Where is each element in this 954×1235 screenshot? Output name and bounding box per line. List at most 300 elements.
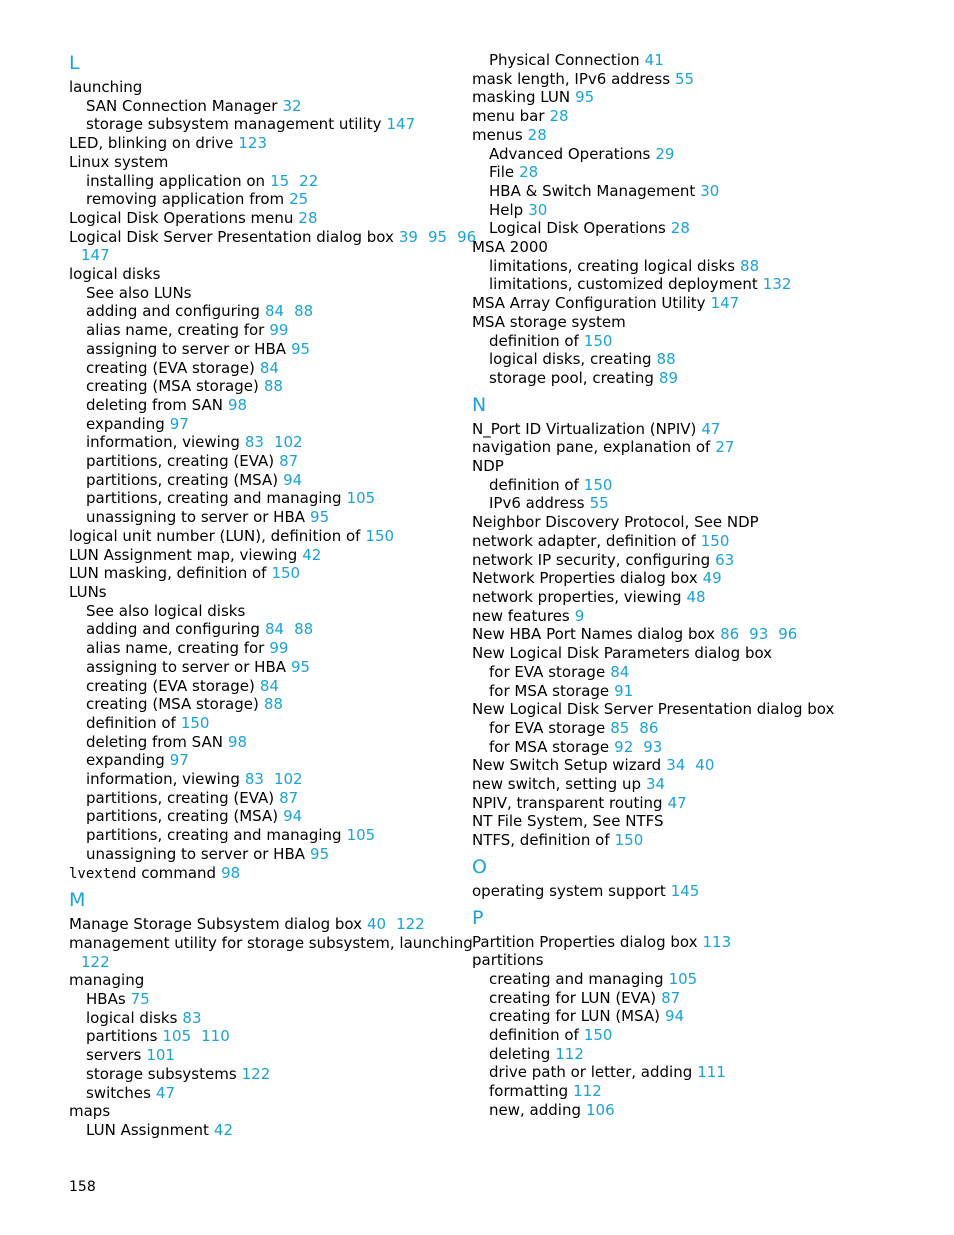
index-subentry-alias-name-creating-for xyxy=(69,321,449,340)
index-entry-lvextend xyxy=(69,864,449,884)
page-link[interactable]: 28 xyxy=(298,208,318,227)
page-link[interactable]: 39 xyxy=(398,227,418,246)
page-link[interactable]: 147 xyxy=(710,294,740,313)
page-link[interactable]: 105 xyxy=(346,826,376,845)
entry-term: limitations, customized deployment xyxy=(489,275,758,294)
page-link[interactable]: 29 xyxy=(655,144,675,163)
index-subentry-deleting-from-san xyxy=(69,733,449,752)
page-link[interactable]: 111 xyxy=(697,1063,726,1082)
index-subentry-file xyxy=(472,163,872,182)
page-link[interactable]: 84 xyxy=(259,676,279,695)
page-link[interactable]: 97 xyxy=(169,751,189,770)
index-entry-nt-file-system-see-ntfs xyxy=(472,812,872,831)
index-entry-ndp xyxy=(472,457,872,476)
page-link[interactable]: 122 xyxy=(396,915,425,934)
index-subentry-deleting-from-san xyxy=(69,396,449,415)
index-entry-linux-system xyxy=(69,153,449,172)
page-link[interactable]: 9 xyxy=(574,606,585,625)
index-subentry-limitations-creating-logical-disks xyxy=(472,257,872,276)
index-subentry-storage-pool-creating xyxy=(472,369,872,388)
entry-term: installing application on xyxy=(86,171,266,190)
index-subentry-creating-for-lun-msa xyxy=(472,1007,872,1026)
page-link[interactable]: 113 xyxy=(702,932,732,951)
page-link[interactable]: 28 xyxy=(670,219,690,238)
entry-term: HBA & Switch Management xyxy=(489,181,696,200)
entry-term: creating (MSA storage) xyxy=(86,695,259,714)
entry-term: NT File System, See NTFS xyxy=(472,812,664,831)
entry-term: LUN Assignment xyxy=(86,1120,209,1139)
entry-term: formatting xyxy=(489,1082,569,1101)
section-letter-p: P xyxy=(472,906,484,929)
entry-term: for EVA storage xyxy=(489,718,606,737)
entry-term: operating system support xyxy=(472,881,666,900)
page-link[interactable]: 87 xyxy=(279,452,299,471)
entry-term: definition of xyxy=(489,475,579,494)
entry-term: for MSA storage xyxy=(489,681,610,700)
page-link[interactable]: 98 xyxy=(227,732,248,751)
page-link[interactable]: 110 xyxy=(201,1027,230,1046)
entry-term: Advanced Operations xyxy=(489,144,651,163)
page-link[interactable]: 150 xyxy=(700,531,730,550)
entry-term: unassigning to server or HBA xyxy=(86,844,306,863)
index-entry-managing xyxy=(69,971,449,990)
page-number: 158 xyxy=(69,1179,96,1195)
page-link[interactable]: 147 xyxy=(386,115,416,134)
page-link[interactable]: 98 xyxy=(221,863,241,882)
page-link[interactable]: 47 xyxy=(155,1083,176,1102)
index-subentry-for-msa-storage xyxy=(472,738,872,757)
page-link[interactable]: 88 xyxy=(263,695,283,714)
entry-term: deleting from SAN xyxy=(86,732,223,751)
entry-term: alias name, creating for xyxy=(86,639,265,658)
entry-term: Manage Storage Subsystem dialog box xyxy=(69,915,362,934)
entry-term: NPIV, transparent routing xyxy=(472,793,663,812)
index-subentry-see-also-logical-disks xyxy=(69,602,449,621)
entry-term: partitions, creating (EVA) xyxy=(86,788,275,807)
entry-term: See also LUNs xyxy=(86,283,192,302)
page-link[interactable]: 122 xyxy=(81,952,110,971)
index-entry-lun-masking-definition-of xyxy=(69,564,449,583)
entry-term: alias name, creating for xyxy=(86,321,265,340)
page-link[interactable]: 84 xyxy=(610,662,630,681)
entry-term: NDP xyxy=(472,457,504,476)
index-subentry-switches xyxy=(69,1084,449,1103)
index-subentry-see-also-luns xyxy=(69,284,449,303)
entry-term: creating for LUN (MSA) xyxy=(489,1007,661,1026)
page-link[interactable]: 30 xyxy=(528,200,548,219)
index-subentry-assigning-to-server-or-hba xyxy=(69,340,449,359)
index-subentry-for-msa-storage xyxy=(472,682,872,701)
index-subentry-creating-eva-storage xyxy=(69,359,449,378)
index-entry-menus xyxy=(472,126,872,145)
page-link[interactable]: 30 xyxy=(700,181,720,200)
page-link[interactable]: 87 xyxy=(661,988,681,1007)
page-link[interactable]: 25 xyxy=(289,190,309,209)
entry-term: menu bar xyxy=(472,107,545,126)
page-link[interactable]: 94 xyxy=(283,807,303,826)
index-subentry-definition-of xyxy=(69,714,449,733)
index-entry-npiv-transparent-routing xyxy=(472,794,872,813)
index-entry-ntfs-definition-of xyxy=(472,831,872,850)
index-subentry-hbas xyxy=(69,990,449,1009)
page-link[interactable]: 42 xyxy=(302,545,322,564)
entry-term: creating (MSA storage) xyxy=(86,377,259,396)
page-link[interactable]: 145 xyxy=(670,881,700,900)
index-entry-management-utility-for-storage-subsystem xyxy=(69,933,473,953)
page-link[interactable]: 63 xyxy=(715,550,735,569)
page-link[interactable]: 97 xyxy=(169,414,189,433)
entry-term: definition of xyxy=(86,713,176,732)
index-subentry-creating-eva-storage xyxy=(69,677,449,696)
page-link[interactable]: 84 xyxy=(259,358,279,377)
page-link[interactable]: 84 xyxy=(264,302,285,321)
page-link[interactable]: 98 xyxy=(227,395,248,414)
page-link[interactable]: 28 xyxy=(527,125,547,144)
index-subentry-advanced-operations xyxy=(472,145,872,164)
entry-term: LUN Assignment map, viewing xyxy=(69,545,298,564)
page-link[interactable]: 75 xyxy=(130,990,150,1009)
entry-term: MSA storage system xyxy=(472,312,626,331)
entry-term: definition of xyxy=(489,1026,579,1045)
entry-term: management utility for storage subsystem, launching xyxy=(69,933,473,952)
entry-term: new features xyxy=(472,606,570,625)
page-link[interactable]: 150 xyxy=(180,713,210,732)
entry-term: for MSA storage xyxy=(489,737,610,756)
page-link[interactable]: 88 xyxy=(294,620,314,639)
entry-term: lvextend xyxy=(69,865,137,882)
index-entry-led-blinking-on-drive xyxy=(69,134,449,153)
page-link[interactable]: 42 xyxy=(213,1120,233,1139)
index-subentry-help xyxy=(472,201,872,220)
index-entry-launching xyxy=(69,78,449,97)
index-subentry-creating-and-managing xyxy=(472,970,872,989)
page-link[interactable]: 147 xyxy=(81,246,110,265)
index-column-right xyxy=(472,51,872,1120)
entry-term: assigning to server or HBA xyxy=(86,657,287,676)
entry-term: information, viewing xyxy=(86,433,240,452)
index-entry-partition-properties-dialog-box xyxy=(472,933,872,952)
page-link[interactable]: 89 xyxy=(658,368,679,387)
page-link[interactable]: 150 xyxy=(614,831,644,850)
entry-term: logical disks xyxy=(69,265,161,284)
index-subentry-partitions-creating-eva xyxy=(69,452,449,471)
entry-term: storage subsystem management utility xyxy=(86,115,382,134)
entry-term: mask length, IPv6 address xyxy=(472,69,671,88)
index-entry-new-hba-port-names-dialog-box xyxy=(472,625,872,644)
index-entry-logical-unit-number-lun-definition-of xyxy=(69,527,449,546)
index-subentry-storage-subsystems xyxy=(69,1065,449,1084)
index-subentry-unassigning-to-server-or-hba xyxy=(69,508,449,527)
entry-term: LUNs xyxy=(69,582,107,601)
entry-term: partitions xyxy=(86,1027,158,1046)
index-entry-operating-system-support xyxy=(472,882,872,901)
entry-term: creating for LUN (EVA) xyxy=(489,988,657,1007)
page-link[interactable]: 88 xyxy=(656,350,676,369)
page-link[interactable]: 48 xyxy=(686,587,706,606)
page-link[interactable]: 28 xyxy=(519,163,539,182)
entry-term: Partition Properties dialog box xyxy=(472,932,698,951)
entry-term: assigning to server or HBA xyxy=(86,339,287,358)
index-entry-n-port-id-virtualization-npiv xyxy=(472,420,872,439)
page-link[interactable]: 95 xyxy=(310,508,330,527)
index-subentry-information-viewing xyxy=(69,770,449,789)
page-link[interactable]: 93 xyxy=(749,625,769,644)
index-entry-neighbor-discovery-protocol-see-ndp xyxy=(472,513,872,532)
index-entry-navigation-pane-explanation-of xyxy=(472,438,872,457)
page-link[interactable]: 40 xyxy=(366,915,387,934)
page-link[interactable]: 91 xyxy=(614,681,634,700)
page-link[interactable]: 34 xyxy=(646,775,666,794)
index-subentry-logical-disks xyxy=(69,1009,449,1028)
index-subentry-for-eva-storage xyxy=(472,719,872,738)
page-link[interactable]: 94 xyxy=(665,1007,685,1026)
index-subentry-creating-msa-storage xyxy=(69,377,449,396)
entry-term: network properties, viewing xyxy=(472,587,682,606)
page-link[interactable]: 150 xyxy=(583,475,613,494)
entry-term: navigation pane, explanation of xyxy=(472,438,711,457)
page-link[interactable]: 102 xyxy=(273,433,303,452)
entry-term: information, viewing xyxy=(86,770,240,789)
page-link[interactable]: 95 xyxy=(291,657,311,676)
entry-term: partitions, creating and managing xyxy=(86,826,342,845)
index-entry-network-properties-dialog-box xyxy=(472,569,872,588)
page-link[interactable]: 15 xyxy=(270,171,290,190)
page-link[interactable]: 93 xyxy=(643,737,663,756)
entry-term: switches xyxy=(86,1083,151,1102)
entry-term: creating (EVA storage) xyxy=(86,358,255,377)
entry-term: MSA Array Configuration Utility xyxy=(472,294,706,313)
page-link[interactable]: 34 xyxy=(666,756,686,775)
index-subentry-information-viewing xyxy=(69,433,449,452)
page-link[interactable]: 94 xyxy=(283,470,303,489)
index-subentry-partitions xyxy=(69,1027,449,1046)
page-link[interactable]: 87 xyxy=(279,788,299,807)
entry-term: deleting xyxy=(489,1044,551,1063)
page-link[interactable]: 55 xyxy=(589,494,609,513)
entry-term: Logical Disk Operations xyxy=(489,219,666,238)
index-entry-msa-2000 xyxy=(472,238,872,257)
page-link[interactable]: 132 xyxy=(762,275,792,294)
entry-term-suffix: command xyxy=(136,863,217,882)
index-subentry-storage-subsystem-management-utility xyxy=(69,115,449,134)
entry-term: expanding xyxy=(86,414,165,433)
entry-term: logical unit number (LUN), definition of xyxy=(69,526,361,545)
entry-term: definition of xyxy=(489,331,579,350)
entry-term: New HBA Port Names dialog box xyxy=(472,625,716,644)
index-subentry-partitions-creating-and-managing xyxy=(69,489,449,508)
index-subentry-limitations-customized-deployment xyxy=(472,275,872,294)
index-entry-partitions xyxy=(472,951,872,970)
page-link[interactable]: 85 xyxy=(610,718,630,737)
entry-term: NTFS, definition of xyxy=(472,831,610,850)
index-subentry-new-adding xyxy=(472,1101,872,1120)
entry-term: partitions, creating (MSA) xyxy=(86,470,279,489)
index-subentry-partitions-creating-eva xyxy=(69,789,449,808)
index-subentry-deleting xyxy=(472,1045,872,1064)
page-link[interactable]: 95 xyxy=(310,844,330,863)
entry-term: logical disks xyxy=(86,1008,178,1027)
entry-term: New Logical Disk Parameters dialog box xyxy=(472,644,773,663)
entry-term: partitions, creating and managing xyxy=(86,489,342,508)
index-entry-menu-bar xyxy=(472,107,872,126)
entry-term: IPv6 address xyxy=(489,494,585,513)
page-link[interactable]: 95 xyxy=(291,339,311,358)
index-entry-logical-disk-operations-menu xyxy=(69,209,449,228)
index-subentry-installing-application-on xyxy=(69,172,449,191)
entry-term: SAN Connection Manager xyxy=(86,96,278,115)
index-entry-new-logical-disk-server-presentation-dia xyxy=(472,700,872,719)
page-link[interactable]: 86 xyxy=(720,625,740,644)
entry-term: New Logical Disk Server Presentation dialog box xyxy=(472,700,835,719)
index-entry-lun-assignment-map-viewing xyxy=(69,546,449,565)
page-link[interactable]: 150 xyxy=(271,564,301,583)
page-link[interactable]: 95 xyxy=(575,88,595,107)
page-link[interactable]: 99 xyxy=(269,321,289,340)
page-link[interactable]: 88 xyxy=(294,302,314,321)
entry-term: deleting from SAN xyxy=(86,395,223,414)
page-link[interactable]: 86 xyxy=(639,718,659,737)
page-link[interactable]: 92 xyxy=(614,737,634,756)
entry-term: LUN masking, definition of xyxy=(69,564,267,583)
page-link[interactable]: 105 xyxy=(346,489,376,508)
page-link[interactable]: 41 xyxy=(644,51,664,69)
entry-term: new, adding xyxy=(489,1100,581,1119)
section-letter-n: N xyxy=(472,393,487,416)
page-link[interactable]: 96 xyxy=(457,227,477,246)
index-entry-msa-array-configuration-utility xyxy=(472,294,872,313)
page-link[interactable]: 150 xyxy=(583,1026,613,1045)
entry-term: storage subsystems xyxy=(86,1064,237,1083)
page-link[interactable]: 105 xyxy=(162,1027,192,1046)
entry-term: drive path or letter, adding xyxy=(489,1063,693,1082)
page-link[interactable]: 123 xyxy=(238,134,267,153)
section-letter-m: M xyxy=(69,889,86,912)
entry-term: for EVA storage xyxy=(489,662,606,681)
page-link[interactable]: 84 xyxy=(264,620,285,639)
entry-term: logical disks, creating xyxy=(489,350,652,369)
page-link[interactable]: 40 xyxy=(695,756,715,775)
index-subentry-ipv6-address xyxy=(472,494,872,513)
page-link[interactable]: 105 xyxy=(668,969,698,988)
index-subentry-partitions-creating-msa xyxy=(69,471,449,490)
entry-continuation xyxy=(69,246,449,265)
index-entry-new-switch-setting-up xyxy=(472,775,872,794)
entry-term: Network Properties dialog box xyxy=(472,569,698,588)
index-subentry-hba-switch-management xyxy=(472,182,872,201)
index-subentry-removing-application-from xyxy=(69,190,449,209)
page-link[interactable]: 150 xyxy=(365,526,395,545)
index-subentry-definition-of xyxy=(472,1026,872,1045)
page-link[interactable]: 28 xyxy=(549,107,569,126)
entry-term: managing xyxy=(69,971,145,990)
entry-term: launching xyxy=(69,78,143,96)
entry-term: expanding xyxy=(86,751,165,770)
page-link[interactable]: 101 xyxy=(146,1046,175,1065)
page-link[interactable]: 47 xyxy=(701,419,721,438)
index-subentry-partitions-creating-and-managing xyxy=(69,826,449,845)
index-entry-msa-storage-system xyxy=(472,313,872,332)
entry-term: LED, blinking on drive xyxy=(69,134,234,153)
page-link[interactable]: 47 xyxy=(667,793,687,812)
entry-term: creating and managing xyxy=(489,969,664,988)
page-link[interactable]: 22 xyxy=(299,171,319,190)
index-entry-mask-length-ipv6-address xyxy=(472,70,872,89)
section-letter-l: L xyxy=(69,52,80,74)
entry-term: Help xyxy=(489,200,524,219)
index-subentry-creating-for-lun-eva xyxy=(472,989,872,1008)
page-link[interactable]: 106 xyxy=(585,1100,615,1119)
index-entry-network-adapter-definition-of xyxy=(472,532,872,551)
entry-term: servers xyxy=(86,1046,142,1065)
entry-continuation xyxy=(69,953,449,972)
section-letter-o: O xyxy=(472,855,487,878)
page-link[interactable]: 150 xyxy=(583,331,613,350)
entry-term: masking LUN xyxy=(472,88,571,107)
page-link[interactable]: 88 xyxy=(740,256,760,275)
entry-term: partitions, creating (MSA) xyxy=(86,807,279,826)
page-link[interactable]: 102 xyxy=(273,770,303,789)
page-link[interactable]: 99 xyxy=(269,639,289,658)
page-link[interactable]: 83 xyxy=(244,433,264,452)
entry-term: removing application from xyxy=(86,190,285,209)
entry-term: Logical Disk Operations menu xyxy=(69,208,294,227)
page-link[interactable]: 55 xyxy=(675,69,695,88)
index-entry-network-ip-security-configuring xyxy=(472,551,872,570)
index-entry-new-switch-setup-wizard xyxy=(472,756,872,775)
page-link[interactable]: 83 xyxy=(182,1008,202,1027)
page-link[interactable]: 49 xyxy=(702,569,722,588)
page-link[interactable]: 95 xyxy=(427,227,448,246)
entry-term: N_Port ID Virtualization (NPIV) xyxy=(472,419,697,438)
index-subentry-physical-connection xyxy=(472,51,872,70)
index-column-left xyxy=(69,52,477,1140)
page-link[interactable]: 88 xyxy=(263,377,283,396)
page-link[interactable]: 112 xyxy=(555,1044,584,1063)
index-entry-luns xyxy=(69,583,449,602)
index-subentry-logical-disk-operations xyxy=(472,219,872,238)
index-subentry-partitions-creating-msa xyxy=(69,807,449,826)
index-subentry-lun-assignment xyxy=(69,1121,449,1140)
index-subentry-adding-and-configuring xyxy=(69,302,449,321)
entry-term: MSA 2000 xyxy=(472,238,548,257)
page-link[interactable]: 112 xyxy=(573,1082,602,1101)
entry-term: Linux system xyxy=(69,152,169,171)
entry-term: Neighbor Discovery Protocol, See NDP xyxy=(472,513,759,532)
page-link[interactable]: 122 xyxy=(241,1064,271,1083)
entry-term: network IP security, configuring xyxy=(472,550,711,569)
index-subentry-expanding xyxy=(69,751,449,770)
page-link[interactable]: 27 xyxy=(715,438,735,457)
index-subentry-definition-of xyxy=(472,332,872,351)
index-subentry-unassigning-to-server-or-hba xyxy=(69,845,449,864)
page-link[interactable]: 83 xyxy=(244,770,264,789)
index-subentry-adding-and-configuring xyxy=(69,620,449,639)
index-subentry-expanding xyxy=(69,415,449,434)
index-entry-maps xyxy=(69,1102,449,1121)
index-subentry-creating-msa-storage xyxy=(69,695,449,714)
entry-term: unassigning to server or HBA xyxy=(86,508,306,527)
page-link[interactable]: 32 xyxy=(282,96,302,115)
page-link[interactable]: 96 xyxy=(778,625,798,644)
index-entry-network-properties-viewing xyxy=(472,588,872,607)
index-subentry-for-eva-storage xyxy=(472,663,872,682)
index-subentry-alias-name-creating-for xyxy=(69,639,449,658)
index-entry-manage-storage-subsystem-dialog-box xyxy=(69,915,449,934)
entry-term: File xyxy=(489,163,515,182)
index-entry-masking-lun xyxy=(472,88,872,107)
index-subentry-formatting xyxy=(472,1082,872,1101)
entry-term: storage pool, creating xyxy=(489,368,654,387)
